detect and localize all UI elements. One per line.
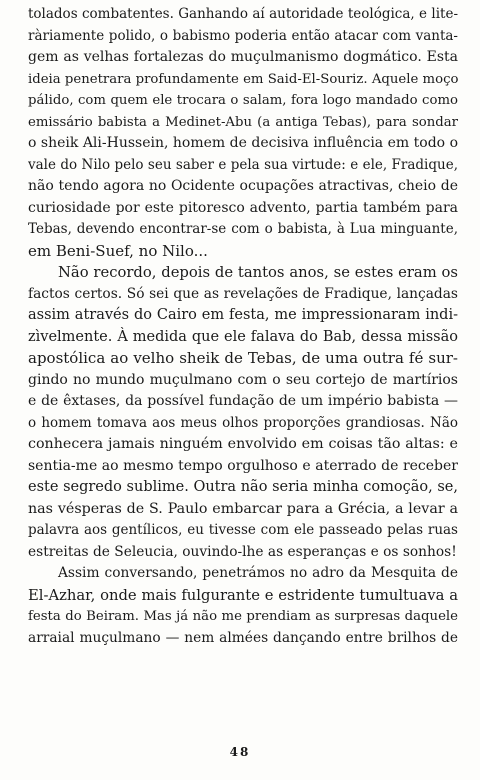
text-line: Tebas, devendo encontrar-se com o babista, à Lua minguante,: [28, 221, 458, 237]
text-line: conhecera jamais ninguém envolvido em coisas tão altas: e: [28, 436, 458, 452]
text-line: Não recordo, depois de tantos anos, se estes eram os: [58, 264, 458, 281]
text-line: nas vésperas de S. Paulo embarcar para a Grécia, a levar a: [28, 500, 458, 517]
text-line: este segredo sublime. Outra não seria minha comoção, se,: [28, 479, 458, 495]
text-line: gindo no mundo muçulmano com o seu cortejo de martírios: [28, 371, 458, 388]
text-line: gem as velhas fortalezas do muçulmanismo dogmático. Esta: [28, 49, 458, 65]
text-line: vale do Nilo pelo seu saber e pela sua virtude: e ele, Fradique,: [28, 156, 458, 173]
text-line: zìvelmente. À medida que ele falava do Bab, dessa missão: [28, 328, 458, 345]
text-line: emissário babista a Medinet-Abu (a antiga Tebas), para sondar: [28, 114, 458, 130]
text-line: arraial muçulmano — nem almées dançando entre brilhos de: [28, 629, 458, 646]
text-line: festa do Beiram. Mas já não me prendiam as surpresas daquele: [28, 609, 458, 624]
text-line: ideia penetrara profundamente em Said-El-Souriz. Aquele moço: [28, 71, 458, 87]
text-line: apostólica ao velho sheik de Tebas, de uma outra fé sur-: [28, 349, 458, 367]
text-line: sentia-me ao mesmo tempo orgulhoso e aterrado de receber: [28, 457, 458, 474]
text-line: pálido, com quem ele trocara o salam, fora logo mandado como: [28, 93, 458, 108]
text-line: Assim conversando, penetrámos no adro da Mesquita de: [58, 565, 458, 581]
text-line: o homem tomava aos meus olhos proporções grandiosas. Não: [28, 414, 458, 431]
text-line: assim através do Cairo em festa, me impressionaram indi-: [28, 307, 458, 323]
text-line: tolados combatentes. Ganhando aí autoridade teológica, e lite-: [28, 6, 458, 22]
text-line: não tendo agora no Ocidente ocupações atractivas, cheio de: [28, 178, 458, 194]
page-number: 48: [229, 745, 251, 759]
text-line: palavra aos gentílicos, eu tivesse com ele passeado pelas ruas: [28, 522, 458, 538]
text-line: em Beni-Suef, no Nilo...: [28, 241, 208, 260]
text-line: factos certos. Só sei que as revelações de Fradique, lançadas: [28, 285, 458, 302]
text-line: ràriamente polido, o babismo poderia então atacar com vanta-: [28, 27, 458, 44]
text-line: o sheik Ali-Hussein, homem de decisiva influência em todo o: [28, 135, 458, 151]
text-line: curiosidade por este pitoresco advento, partia também para: [28, 199, 458, 216]
body-text: [28, 4, 458, 649]
text-line: e de êxtases, da possível fundação de um império babista —: [28, 393, 458, 409]
text-line: El-Azhar, onde mais fulgurante e estridente tumultuava a: [28, 586, 458, 604]
text-line: estreitas de Seleucia, ouvindo-lhe as esperanças e os sonhos!: [28, 543, 457, 560]
